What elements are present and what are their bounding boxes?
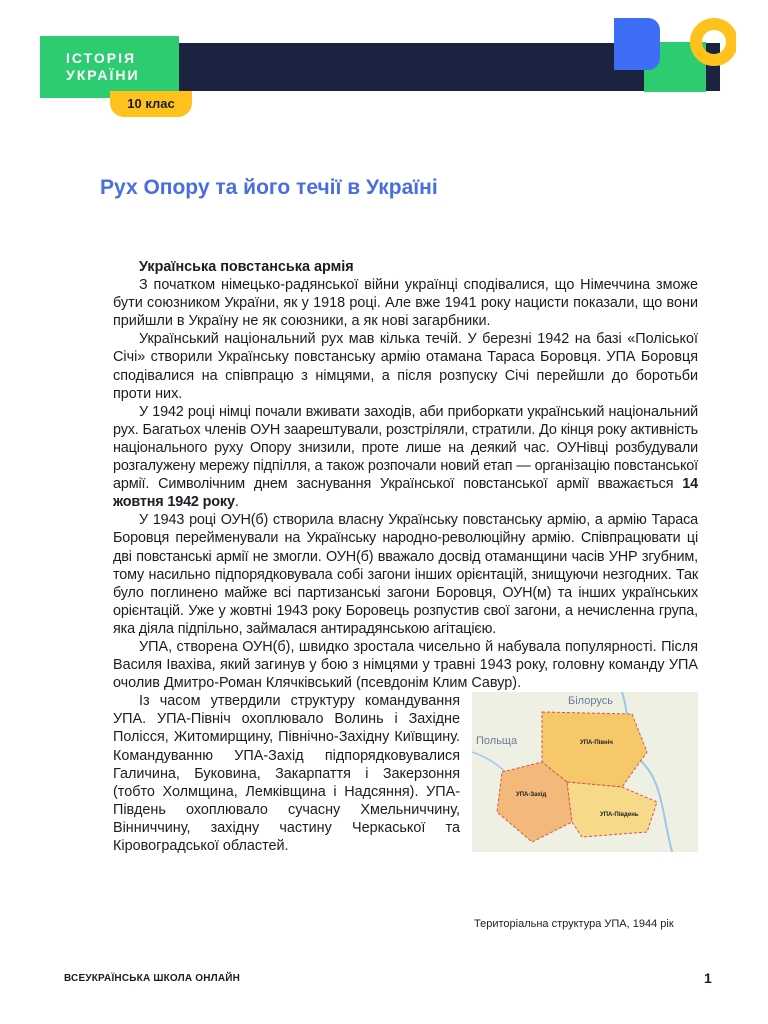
paragraph-text: .: [234, 494, 239, 511]
paragraph: [113, 403, 698, 512]
upa-map: [472, 692, 698, 852]
paragraph: Український національний рух мав кілька течій. У березні 1942 на базі «Поліської Січі» створили Українську повстанську армію отамана Тараса Боровця. УПА Боровця сподівалися на співпрацю з німцями, а після розпуску Січі перейшли до боротьби проти них.: [113, 331, 698, 402]
grade-badge: 10 клас: [110, 91, 192, 117]
subject-line-1: ІСТОРІЯ: [66, 50, 137, 66]
logo-yellow-ring: [696, 24, 732, 60]
map-image: [472, 692, 698, 852]
section-heading: Українська повстанська армія: [139, 259, 354, 275]
map-label-south: УПА-Південь: [600, 812, 639, 819]
logo-blue-b: [614, 18, 660, 70]
footer-school-name: ВСЕУКРАЇНСЬКА ШКОЛА ОНЛАЙН: [64, 973, 241, 984]
school-logo: [614, 18, 736, 92]
paragraph: У 1943 році ОУН(б) створила власну Українську повстанську армію, а армію Тараса Боровця перейменували на Українську народно-революційну армію. Співпрацювати ці дві повстанські армії не змогли. ОУН(б) вважало досвід отаманщини часів УНР згубним, тому насильно підпорядковувала собі загони інших орієнтацій, знищуючи незгодних. Так було поглинено майже всі партизанські загони Боровця, ОУН(м) та інших українських орієнтацій. Уже у жовтні 1943 року Боровець розпустив свої загони, а нечисленна група, яка діяла підпільно, займалася антирадянською агітацією.: [113, 512, 698, 637]
map-label-west: УПА-Захід: [516, 792, 547, 799]
map-label-belarus: Білорусь: [568, 695, 613, 708]
paragraph: З початком німецько-радянської війни українці сподівалися, що Німеччина зможе бути союзником України, як у 1918 році. Але вже 1941 року нацисти показали, що вони прийшли в Україну не як союзники, а як нові загарбники.: [113, 277, 698, 330]
page-title: Рух Опору та його течії в Україні: [100, 176, 438, 199]
paragraph-text: У 1942 році німці почали вживати заходів, аби приборкати український національний рух. Багатьох членів ОУН заарештували, розстріляли, стратили. До кінця року активність національного руху Опору знизили, проте лише на деякий час. ОУНівці розбудували розгалужену мережу підпілля, а також розпочали новий етап — організацію повстанської армії. Символічним днем заснування Української повстанської армії вважається: [113, 403, 698, 493]
article-body: [113, 258, 698, 858]
map-caption: Територіальна структура УПА, 1944 рік: [474, 918, 674, 930]
date-highlight: 14 жовтня 1942 року: [113, 476, 698, 511]
paragraph: УПА, створена ОУН(б), швидко зростала чисельно й набувала популярності. Після Василя Івахіва, який загинув у бою з німцями у травні 1943 року, головну команду УПА очолив Дмитро-Роман Клячківський (псевдонім Клим Савур).: [113, 638, 698, 692]
map-label-north: УПА-Північ: [580, 740, 613, 747]
map-label-poland: Польща: [476, 735, 518, 748]
paragraph: Із часом утвердили структуру командування УПА. УПА-Північ охоплювало Волинь і Західне Полісся, Житомирщину, Північно-Західну Київщину. Командуванню УПА-Захід підпорядковувалися Галичина, Буковина, Закарпаття і Закерзоння (тобто Холмщина, Лемківщина і Надсяння). УПА-Південь охоплювало сучасну Хмельниччину, Вінниччину, західну частину Черкаської та Кіровоградської областей.: [113, 693, 460, 854]
page-number: 1: [704, 970, 712, 986]
subject-line-2: УКРАЇНИ: [66, 67, 140, 83]
subject-badge: [40, 36, 179, 98]
